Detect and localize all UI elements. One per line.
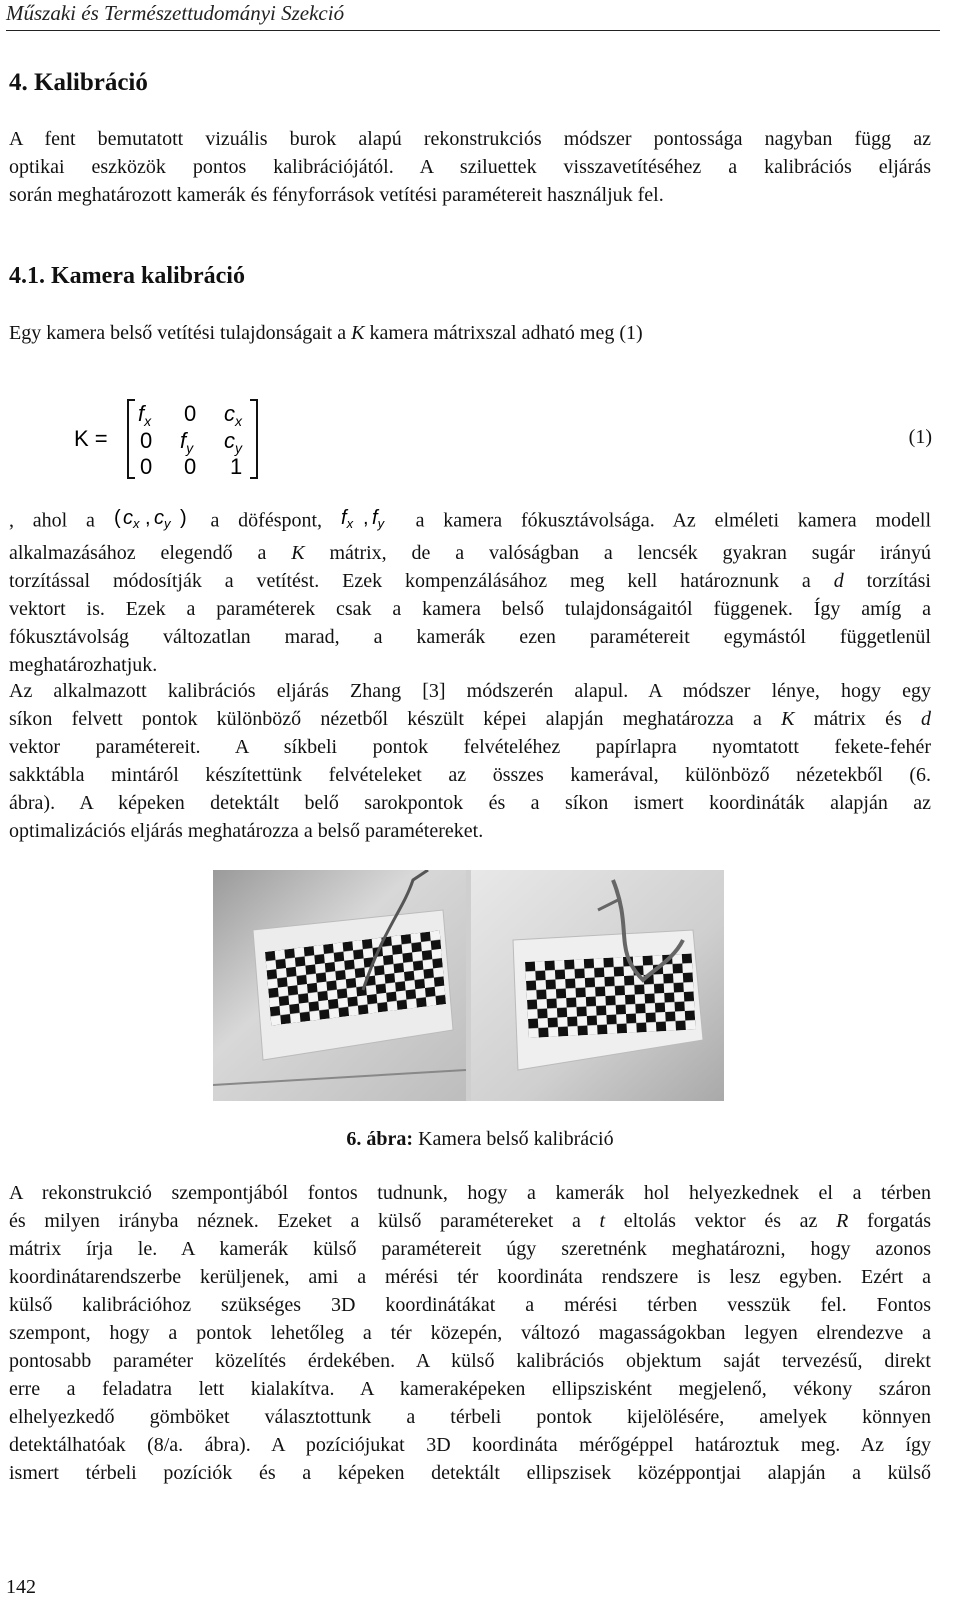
text-line: vektort is. Ezek a paraméterek csak a kamera belső tulajdonságaitól függenek. Így amíg a (9, 598, 931, 620)
paragraph-2 (9, 677, 931, 845)
math-symbol: K (781, 708, 795, 730)
text-line: szempont, hogy a pontok lehetőleg a tér közepén, változó magasságokban legyen elrendezve a (9, 1322, 931, 1344)
text-line: ábra). A képeken detektált belő sarokpontok és a síkon ismert koordináták alapján az (9, 792, 931, 814)
matrix-entry: 0 (184, 454, 197, 479)
caption-label: 6. ábra: (346, 1128, 414, 1150)
equation-lhs: K = (74, 426, 108, 451)
right-bracket (250, 400, 257, 478)
text-line: pontosabb paraméter közelítés érdekében. A külső kalibrációs objektum saját tervezésű, direkt (9, 1350, 931, 1372)
text-run: , ahol a (9, 509, 114, 532)
text-run: kamera mátrixszal adható meg (1) (364, 322, 643, 344)
principal-point-formula (114, 505, 192, 539)
svg-text:fy: $f_y$ (371, 507, 384, 531)
caption-text: Kamera belső kalibráció (413, 1128, 614, 1150)
math-symbol: t (599, 1210, 606, 1232)
text-line: fókusztávolság változatlan marad, a kamerák ezen paramétereit egymástól függetlenül (9, 626, 931, 648)
text-line: Az alkalmazott kalibrációs eljárás Zhang [3] módszerén alapul. A módszer lénye, hogy egy (9, 680, 931, 702)
paragraph-3 (9, 1179, 931, 1487)
text-line: koordinátarendszerbe kerüljenek, ami a mérési tér koordináta rendszere is lesz egyben. Ezért a (9, 1266, 931, 1288)
svg-text:): ) (179, 507, 187, 529)
text-line (9, 319, 931, 347)
matrix-entry: 1 (230, 454, 243, 479)
text-run: síkon felvett pontok különböző nézetből készült képei alapján meghatározza a (9, 708, 782, 730)
text-run: mátrix és (794, 708, 921, 730)
text-line: ismert térbeli pozíciók és a képeken detektált ellipszisek középpontjai alapján a külső (9, 1462, 931, 1484)
text-line (9, 539, 931, 567)
intro-paragraph (9, 125, 931, 209)
text-line: vektor paramétereit. A síkbeli pontok felvételéhez papírlapra nyomtatott fekete-fehér (9, 736, 931, 758)
paragraph-1 (9, 505, 931, 679)
text-run: a kamera fókusztávolsága. Az elméleti kamera modell (396, 509, 931, 532)
calibration-figure (213, 870, 724, 1101)
text-line (9, 705, 931, 733)
camera-intro-paragraph (9, 319, 931, 347)
matrix-entry: 0 (140, 428, 153, 453)
left-bracket (128, 400, 135, 478)
text-line: A rekonstrukció szempontjából fontos tudnunk, hogy a kamerák hol helyezkednek el a térben (9, 1182, 931, 1204)
text-run: torzítási (843, 570, 931, 592)
svg-text:cy: $c_y$ (153, 507, 171, 531)
equation-number: (1) (908, 426, 932, 448)
text-line: külső kalibrációhoz szükséges 3D koordinátákat a mérési térben vesszük fel. Fontos (9, 1294, 931, 1316)
text-run: Egy kamera belső vetítési tulajdonságait a (9, 322, 352, 344)
math-symbol: d (921, 708, 931, 730)
text-run: forgatás (848, 1210, 931, 1232)
text-line: mátrix írja le. A kamerák külső paramétereit úgy szeretnénk meghatározni, hogy azonos (9, 1238, 931, 1260)
left-photo (213, 870, 466, 1101)
text-line (9, 1207, 931, 1235)
text-line (9, 567, 931, 595)
text-run: eltolás vektor és az (605, 1210, 837, 1232)
matrix-entry-fy: $f_y$ (180, 428, 194, 456)
text-run: alkalmazásához elegendő a (9, 542, 292, 564)
text-line: detektálhatóak (8/a. ábra). A pozíciójukat 3D koordináta mérőgéppel határoztuk meg. Az így (9, 1434, 931, 1456)
section-title: 4. Kalibráció (9, 69, 148, 96)
svg-text:fx: $f_x$ (340, 507, 353, 531)
svg-text:cx: $c_x$ (122, 507, 140, 531)
math-symbol: K (291, 542, 305, 564)
text-line: A fent bemutatott vizuális burok alapú rekonstrukciós módszer pontossága nagyban függ az (9, 128, 931, 150)
math-symbol: d (833, 570, 844, 592)
text-line: optimalizációs eljárás meghatározza a belső paramétereket. (9, 820, 484, 842)
text-run: és milyen irányba néznek. Ezeket a külső paramétereket a (9, 1210, 600, 1232)
matrix-entry-cy: $c_y$ (224, 428, 242, 456)
math-symbol: R (836, 1210, 849, 1232)
matrix-entry: 0 (140, 454, 153, 479)
text-line: optikai eszközök pontos kalibrációjától. A sziluettek visszavetítéséhez a kalibrációs eljárás (9, 156, 931, 178)
text-line (9, 505, 931, 539)
matrix-entry: 0 (184, 401, 197, 426)
svg-text:(: ( (113, 507, 121, 529)
text-run: a döféspont, (191, 509, 341, 532)
figure-caption (0, 1128, 960, 1151)
text-line: sakktábla mintáról készítettünk felvételeket az összes kamerával, különböző nézetekből (6. (9, 764, 931, 786)
camera-matrix-equation (72, 393, 272, 488)
svg-text:,: , (362, 507, 369, 529)
text-line: erre a feladatra lett kialakítva. A kameraképeken ellipszisként megjelenő, vékony száron (9, 1378, 931, 1400)
header-title: Műszaki és Természettudományi Szekció (6, 1, 345, 25)
right-photo (471, 870, 724, 1101)
focal-length-formula (341, 505, 397, 539)
text-line: meghatározhatjuk. (9, 654, 158, 676)
svg-text:,: , (144, 507, 151, 529)
matrix-svg (72, 393, 272, 483)
matrix-entry-cx: $c_x$ (224, 401, 242, 429)
calibration-photos (213, 870, 724, 1101)
running-header (6, 0, 940, 31)
text-line: elhelyezkedő gömböket választottunk a térbeli pontok kijelölésére, amelyek könnyen (9, 1406, 931, 1428)
text-line: során meghatározott kamerák és fényforrások vetítési paramétereit használjuk fel. (9, 184, 664, 206)
text-run: torzítással módosítják a vetítést. Ezek kompenzálásához meg kell határoznunk a (9, 570, 834, 592)
math-symbol: K (351, 322, 365, 344)
matrix-entry-fx: $f_x$ (138, 401, 152, 429)
subsection-title: 4.1. Kamera kalibráció (9, 263, 245, 289)
page-number: 142 (6, 1576, 36, 1598)
text-run: mátrix, de a valóságban a lencsék gyakran sugár irányú (304, 542, 932, 564)
